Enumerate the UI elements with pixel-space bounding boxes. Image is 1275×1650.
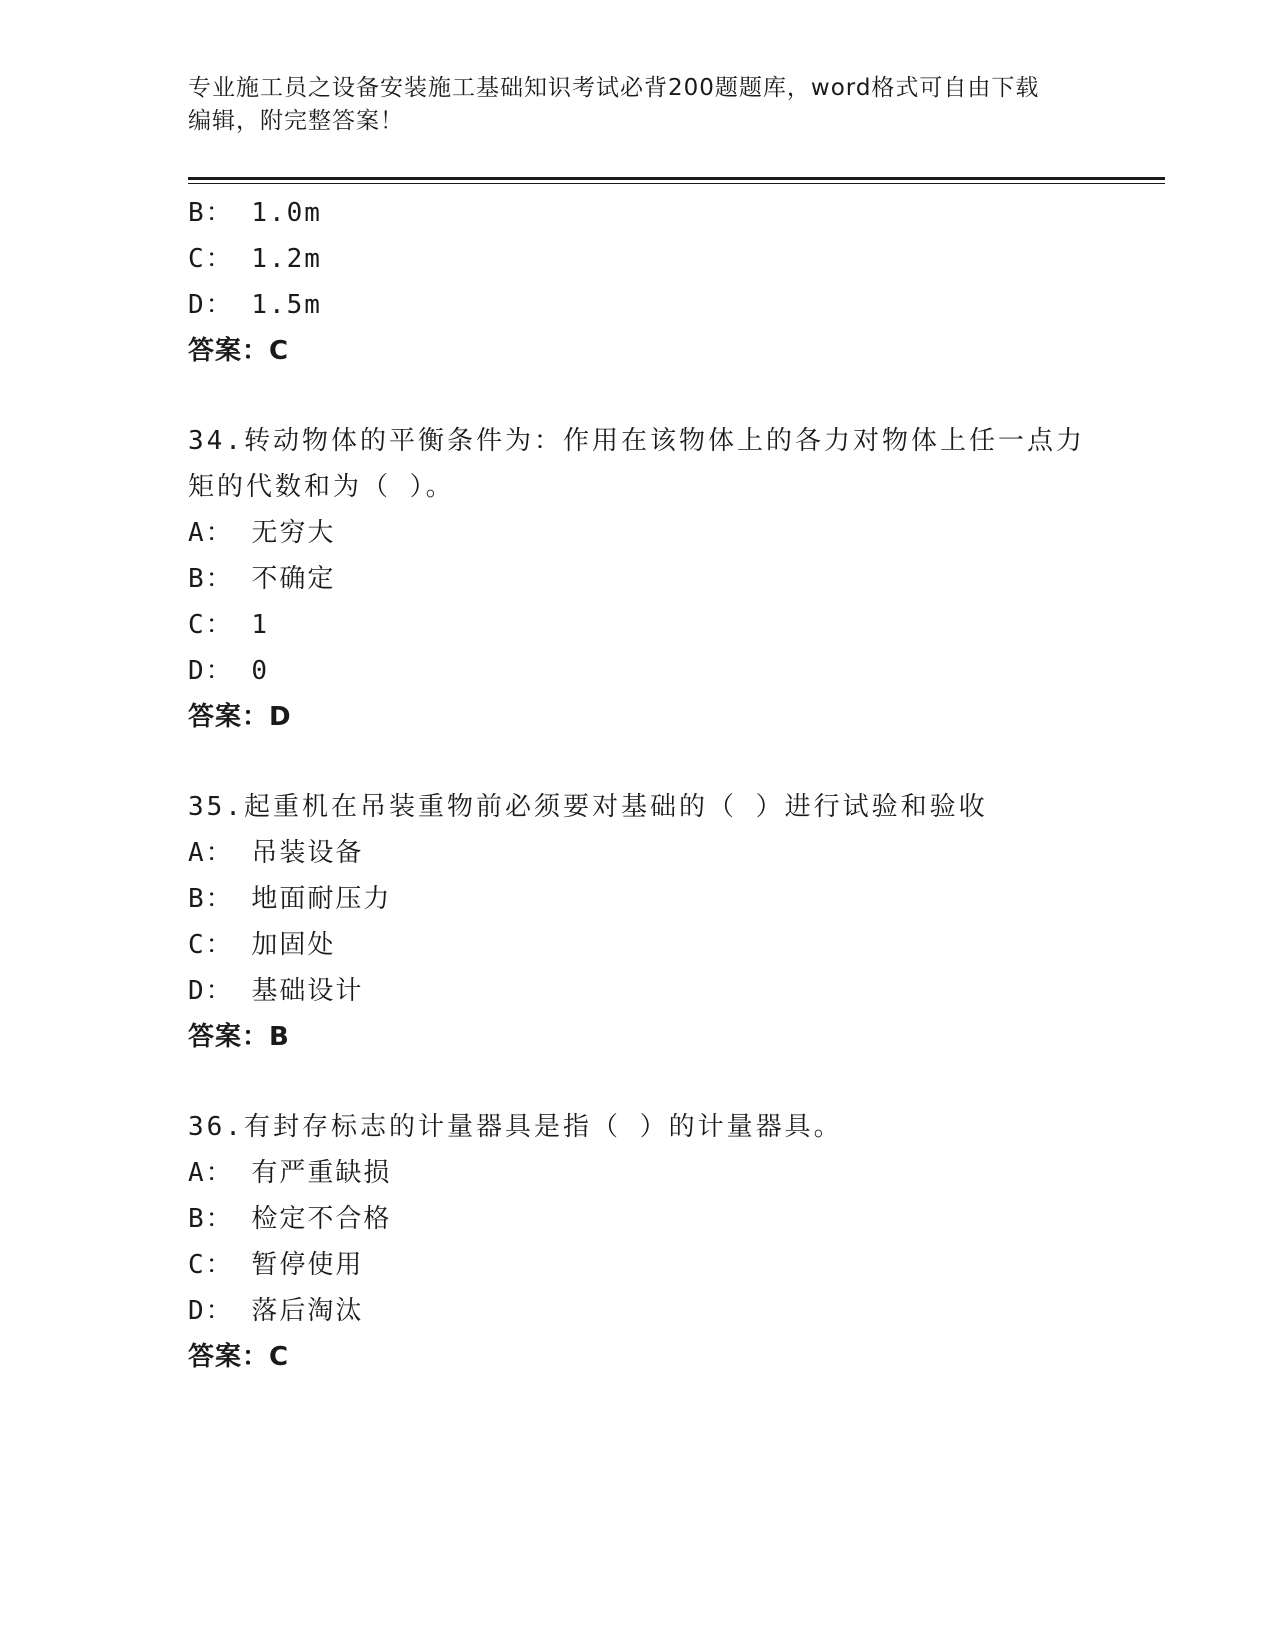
question-stem-line2: 矩的代数和为（ ）。 bbox=[188, 472, 455, 502]
option-b: B： 1.0m bbox=[188, 198, 322, 228]
answer-line: 答案：C bbox=[188, 336, 290, 366]
option-d: D： 1.5m bbox=[188, 290, 322, 320]
question-34 bbox=[188, 418, 1088, 740]
option-b: B： 检定不合格 bbox=[188, 1204, 392, 1234]
option-a: A： 吊装设备 bbox=[188, 838, 364, 868]
option-c: C： 1.2m bbox=[188, 244, 322, 274]
header-rule-thick bbox=[188, 177, 1165, 180]
option-c: C： 暂停使用 bbox=[188, 1250, 364, 1280]
question-stem-line1: 36.有封存标志的计量器具是指（ ）的计量器具。 bbox=[188, 1112, 843, 1142]
header-rule-thin bbox=[188, 183, 1165, 184]
question-33-continuation bbox=[188, 190, 1088, 374]
option-b: B： 地面耐压力 bbox=[188, 884, 392, 914]
option-d: D： 落后淘汰 bbox=[188, 1296, 364, 1326]
option-c: C： 1 bbox=[188, 610, 269, 640]
option-a: A： 有严重缺损 bbox=[188, 1158, 392, 1188]
option-a: A： 无穷大 bbox=[188, 518, 336, 548]
question-36 bbox=[188, 1104, 1088, 1380]
question-stem-line1: 34.转动物体的平衡条件为：作用在该物体上的各力对物体上任一点力 bbox=[188, 426, 1085, 456]
question-stem-line1: 35.起重机在吊装重物前必须要对基础的（ ）进行试验和验收 bbox=[188, 792, 988, 822]
answer-line: 答案：C bbox=[188, 1342, 290, 1372]
option-d: D： 基础设计 bbox=[188, 976, 364, 1006]
question-35 bbox=[188, 784, 1088, 1060]
header-title-line2: 编辑，附完整答案！ bbox=[188, 108, 404, 134]
option-c: C： 加固处 bbox=[188, 930, 336, 960]
option-b: B： 不确定 bbox=[188, 564, 336, 594]
option-d: D： 0 bbox=[188, 656, 269, 686]
question-list bbox=[188, 190, 1088, 1380]
answer-line: 答案：D bbox=[188, 702, 292, 732]
document-header bbox=[188, 72, 1088, 138]
header-title-line1: 专业施工员之设备安装施工基础知识考试必背200题题库，word格式可自由下载 bbox=[188, 75, 1040, 101]
answer-line: 答案：B bbox=[188, 1022, 290, 1052]
